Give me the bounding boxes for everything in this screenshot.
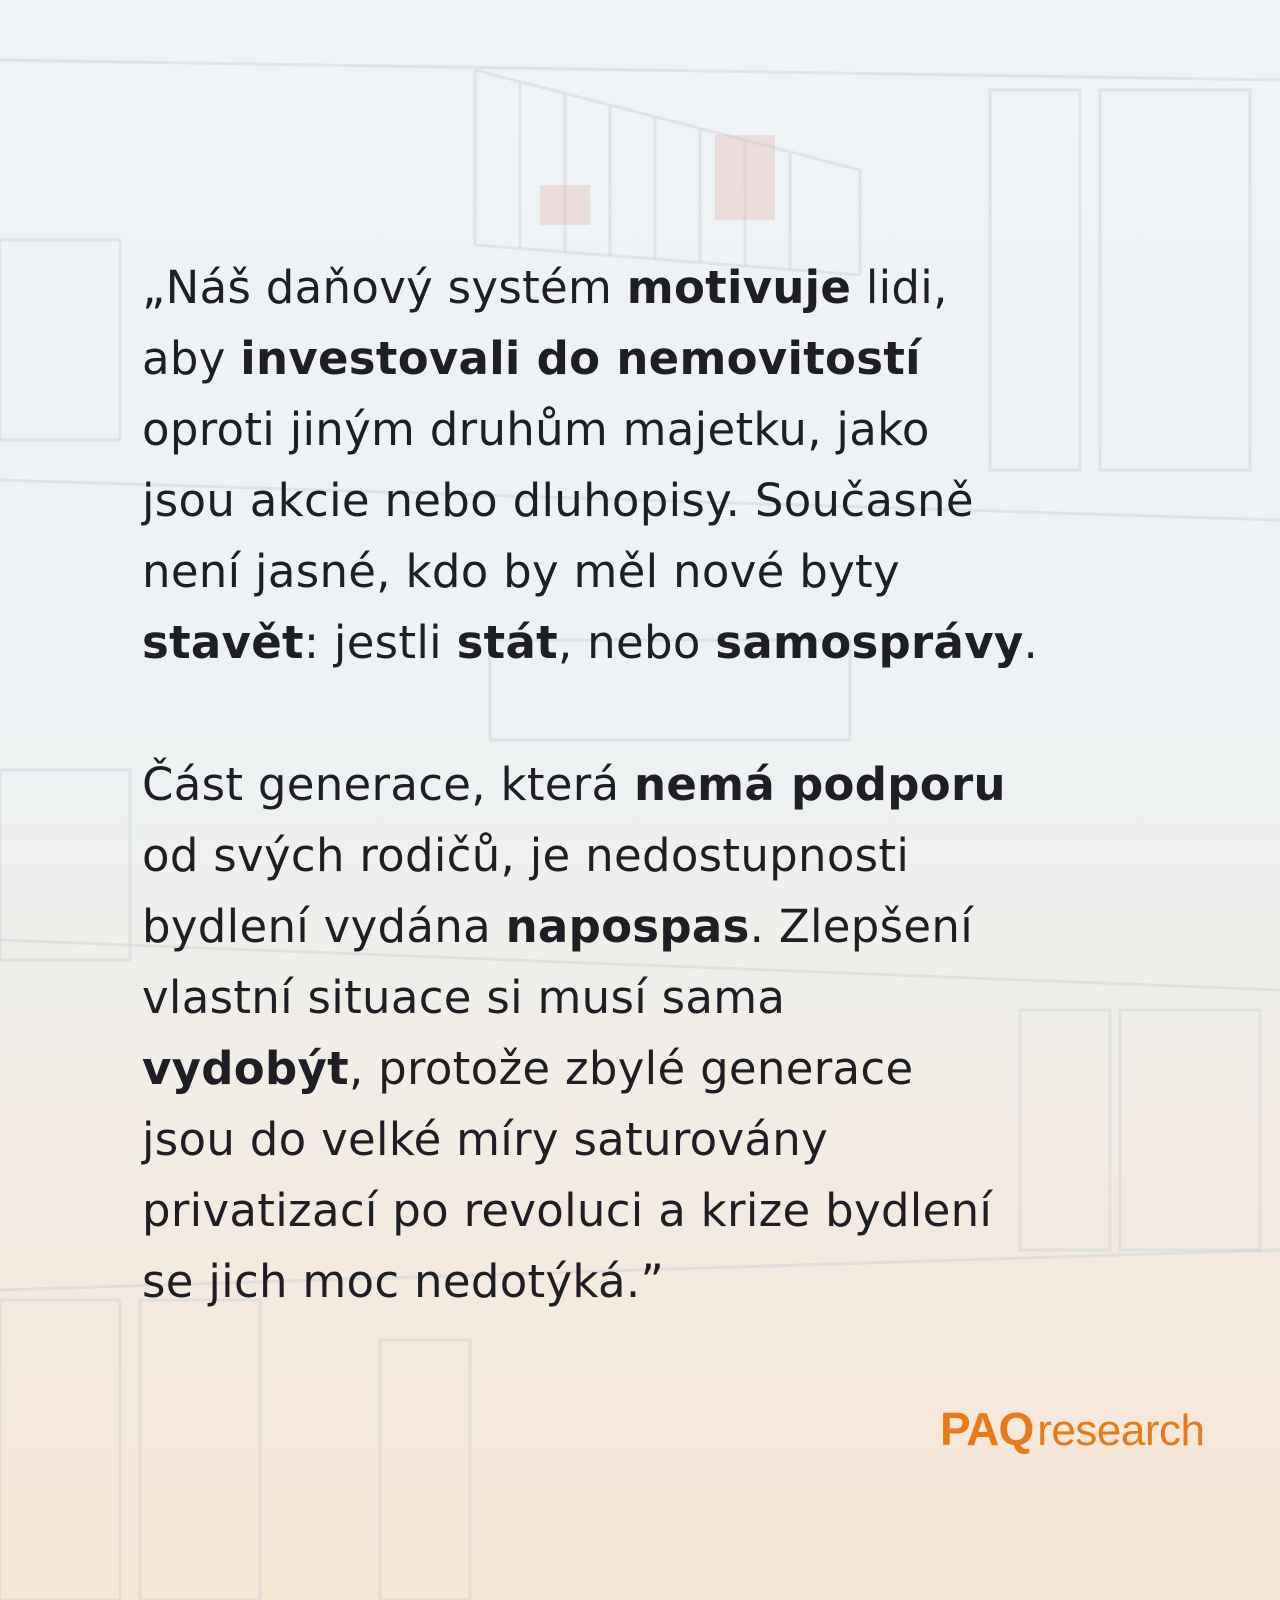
quote-segment: aby: [142, 332, 241, 385]
logo-word: research: [1037, 1406, 1205, 1455]
quote-line: [142, 394, 1202, 465]
quote-line: [142, 962, 1202, 1033]
quote-emphasis: investovali do nemovitostí: [240, 332, 921, 385]
quote-line: [142, 1033, 1202, 1104]
quote-line: [142, 749, 1202, 820]
quote-segment: .: [1023, 616, 1039, 669]
quote-emphasis: napospas: [505, 900, 750, 953]
quote-line: [142, 252, 1202, 323]
quote-line: [142, 1175, 1202, 1246]
quote-segment: . Zlepšení: [749, 900, 973, 953]
quote-line: [142, 607, 1202, 678]
quote-segment: , protože zbylé generace: [348, 1042, 914, 1095]
quote-line: [142, 465, 1202, 536]
quote-emphasis: stavět: [142, 616, 304, 669]
quote-segment: bydlení vydána: [142, 900, 506, 953]
quote-segment: vlastní situace si musí sama: [142, 971, 786, 1024]
quote-emphasis: vydobýt: [142, 1042, 349, 1095]
quote-emphasis: motivuje: [626, 261, 852, 314]
quote-segment: oproti jiným druhům majetku, jako: [142, 403, 930, 456]
quote-paragraph-1: [142, 252, 1202, 678]
quote-text: [142, 252, 1202, 1317]
quote-emphasis: stát: [456, 616, 558, 669]
quote-line: [142, 1246, 1202, 1317]
quote-emphasis: samosprávy: [715, 616, 1024, 669]
quote-line: [142, 820, 1202, 891]
quote-line: [142, 1104, 1202, 1175]
quote-segment: není jasné, kdo by měl nové byty: [142, 545, 900, 598]
quote-segment: Část generace, která: [142, 758, 635, 811]
quote-segment: privatizací po revoluci a krize bydlení: [142, 1184, 993, 1237]
quote-paragraph-2: [142, 749, 1202, 1317]
quote-segment: lidi,: [851, 261, 948, 314]
quote-line: [142, 891, 1202, 962]
paragraph-gap: [142, 678, 1202, 749]
quote-line: [142, 536, 1202, 607]
quote-line: [142, 323, 1202, 394]
quote-segment: jsou do velké míry saturovány: [142, 1113, 829, 1166]
quote-segment: jsou akcie nebo dluhopisy. Současně: [142, 474, 974, 527]
logo-brand: PAQ: [940, 1403, 1034, 1455]
quote-segment: od svých rodičů, je nedostupnosti: [142, 829, 910, 882]
paq-research-logo: [940, 1402, 1204, 1458]
quote-segment: „Náš daňový systém: [142, 261, 627, 314]
quote-segment: , nebo: [557, 616, 716, 669]
quote-segment: se jich moc nedotýká.”: [142, 1255, 665, 1308]
quote-segment: : jestli: [303, 616, 457, 669]
quote-emphasis: nemá podporu: [634, 758, 1006, 811]
